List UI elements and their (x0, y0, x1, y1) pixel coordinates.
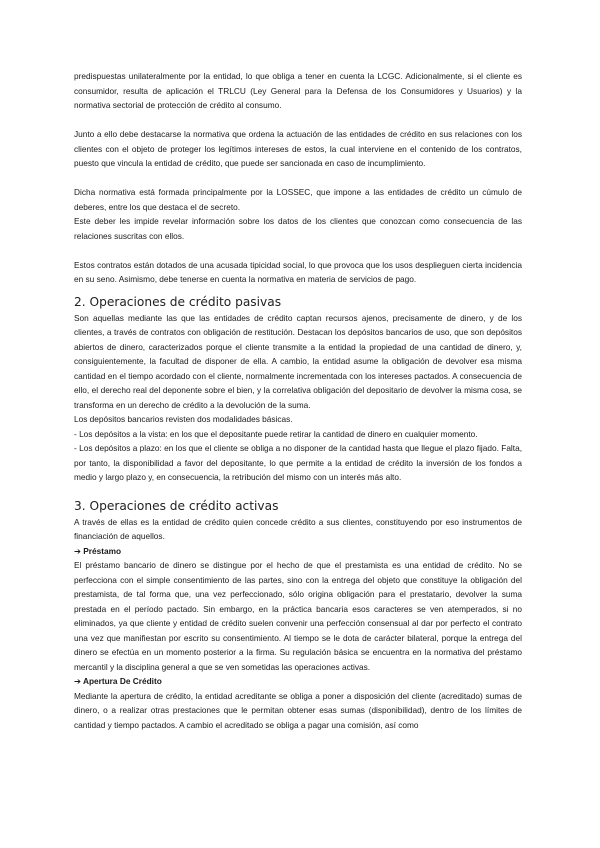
section-3-paragraph-3: Mediante la apertura de crédito, la entidad acreditante se obliga a poner a disposición del cliente (acreditado) sumas de dinero, o a realizar otras prestaciones que le permitan obtener esas sumas (disponibilidad), dentro de los límites de cantidad y tiempo pactados. A cambio el acreditado se obliga a pagar una comisión, así como (74, 690, 522, 730)
section-3-paragraph-1: A través de ellas es la entidad de crédito quien concede crédito a sus clientes, constituyendo por eso instrumentos de financiación de aquellos. (74, 516, 522, 541)
intro-paragraph-5: Estos contratos están dotados de una acusada tipicidad social, lo que provoca que los usos desplieguen cierta incidencia en su seno. Asimismo, debe tenerse en cuenta la normativa en materia de servicios de pago. (74, 259, 522, 284)
intro-paragraph-3: Dicha normativa está formada principalmente por la LOSSEC, que impone a las entidades de crédito un cúmulo de deberes, entre los que destaca el de secreto. (74, 187, 522, 212)
subheading-prestamo (74, 544, 522, 559)
section-2-list-item-1: - Los depósitos a la vista: en los que el depositante puede retirar la cantidad de dinero en cualquier momento. (74, 428, 478, 439)
section-2-paragraph-2: Los depósitos bancarios revisten dos modalidades básicas. (74, 414, 293, 424)
subheading-prestamo-label: Préstamo (83, 545, 122, 556)
intro-paragraph-2: Junto a ello debe destacarse la normativa que ordena la actuación de las entidades de crédito en sus relaciones con los clientes con el objeto de proteger los legítimos intereses de estos, la cual interviene en el contenido de los contratos, puesto que vincula la entidad de crédito, que puede ser sancionada en caso de incumplimiento. (74, 129, 522, 168)
arrow-right-icon: ➔ (74, 545, 81, 556)
section-3-paragraph-2: El préstamo bancario de dinero se distingue por el hecho de que el prestamista es una entidad de crédito. No se perfecciona con el simple consentimiento de las partes, sino con la entrega del objeto que constituye la obligación del prestamista, de tal forma que, una vez perfeccionado, sólo origina obligación para el prestatario, devolver la suma prestada en el período pactado. Sin embargo, en la práctica bancaria esos caracteres se ven atemperados, si no eliminados, ya que cliente y entidad de crédito suelen convenir una perfección consensual al dar por perfecto el contrato una vez que manifiestan por escrito su consentimiento. Al tiempo se le dota de carácter bilateral, porque la entrega del dinero se efectúa en un momento posterior a la firma. Su regulación básica se encuentra en la normativa del préstamo mercantil y la disciplina general a que se ven sometidas las operaciones activas. (74, 560, 522, 672)
intro-paragraph-4: Este deber les impide revelar información sobre los datos de los clientes que conozcan como consecuencia de las relaciones suscritas con ellos. (74, 216, 522, 241)
arrow-right-icon: ➔ (74, 676, 81, 686)
section-2-heading: 2. Operaciones de crédito pasivas (74, 294, 282, 309)
section-2-list-item-2: - Los depósitos a plazo: en los que el cliente se obliga a no disponer de la cantidad hasta que llegue el plazo fijado. Falta, por tanto, la disponibilidad a favor del depositante, lo que permite a la entidad de crédito la inversión de los fondos a medio y largo plazo y, en consecuencia, la retribución del mismo con un interés más alto. (74, 443, 522, 482)
intro-paragraph-1: predispuestas unilateralmente por la entidad, lo que obliga a tener en cuenta la LCGC. Adicionalmente, si el cliente es consumidor, resulta de aplicación el TRLCU (Ley General para la Defensa de los Consumidores y Usuarios) y la normativa sectorial de protección de crédito al consumo. (74, 71, 522, 110)
section-2-paragraph-1: Son aquellas mediante las que las entidades de crédito captan recursos ajenos, precisamente de dinero, y de los clientes, a través de contratos con obligación de restitución. Destacan los depósitos bancarios de uso, que son depósitos abiertos de dinero, caracterizados porque el cliente transmite a la entidad la propiedad de una cantidad de dinero, y, consiguientemente, la facultad de disponer de ella. A cambio, la entidad asume la obligación de devolver esa misma cantidad en el tiempo acordado con el cliente, normalmente incrementada con los intereses pactados. A consecuencia de ello, el derecho real del deponente sobre el bien, y la correlativa obligación del depositario de devolver la misma cosa, se transforma en un derecho de crédito a la devolución de la suma. (74, 312, 522, 410)
subheading-apertura-label: Apertura De Crédito (82, 676, 162, 686)
subheading-apertura-de-credito (74, 674, 522, 689)
section-3-heading: 3. Operaciones de crédito activas (74, 498, 279, 513)
